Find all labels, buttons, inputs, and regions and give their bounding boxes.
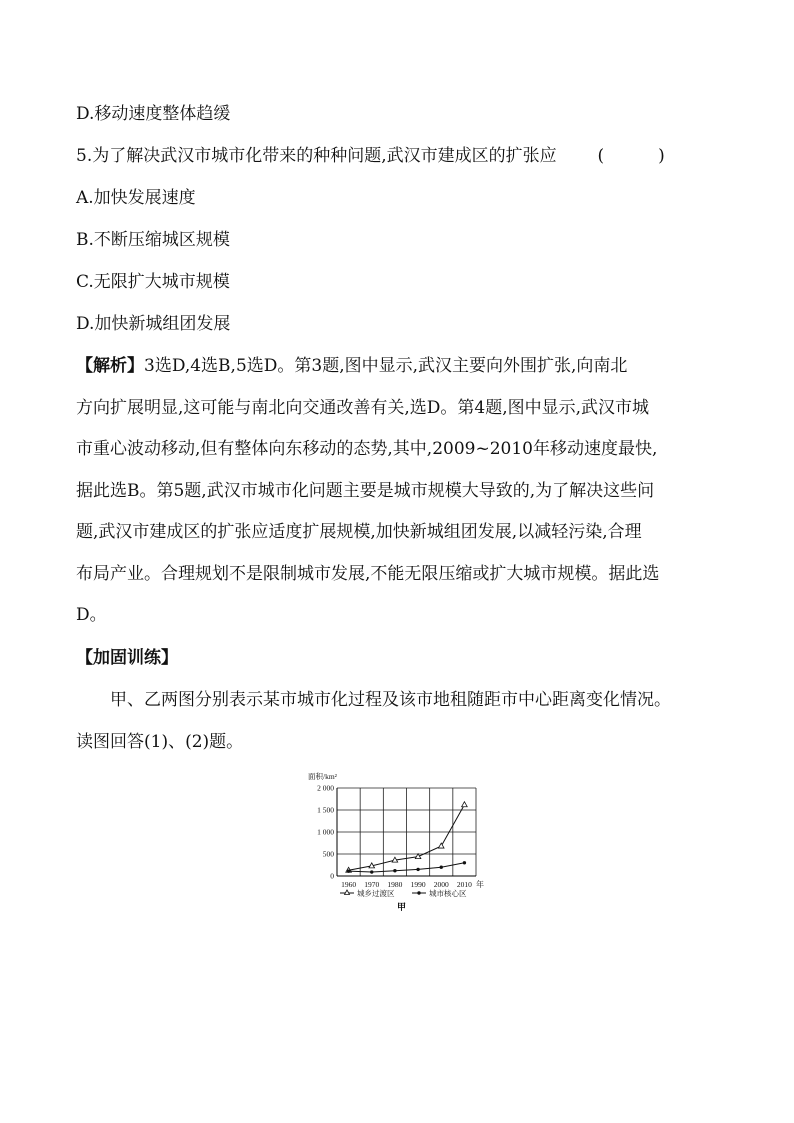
training-intro: [76, 680, 718, 763]
x-tick-label: 2000: [433, 880, 449, 889]
analysis-label: 【解析】: [76, 356, 144, 376]
question5-stem-line: [76, 144, 665, 168]
analysis-line-2: 方向扩展明显,这可能与南北向交通改善有关,选D。第4题,图中显示,武汉市城: [76, 397, 650, 418]
dot-point: [463, 861, 466, 864]
y-tick-label: 500: [322, 849, 334, 859]
training-intro-line-1: 甲、乙两图分别表示某市城市化过程及该市地租随距市中心距离变化情况。: [110, 690, 671, 710]
triangle-point: [438, 843, 444, 848]
y-tick-label: 2 000: [317, 783, 334, 793]
chart-legend: [340, 888, 467, 898]
option-c: C.无限扩大城市规模: [76, 272, 230, 292]
x-axis-unit-label: 年: [476, 880, 484, 889]
option-a: A.加快发展速度: [76, 188, 196, 208]
training-heading: 【加固训练】: [76, 648, 178, 668]
legend-dot-marker: [417, 891, 420, 894]
question5-stem: 5.为了解决武汉市城市化带来的种种问题,武汉市建成区的扩张应: [76, 146, 557, 166]
legend-label-core-area: 城市核心区: [429, 889, 467, 898]
dot-point: [440, 866, 443, 869]
dot-point: [370, 870, 373, 873]
answer-paren-open: (: [597, 146, 605, 166]
analysis-line-4: 据此选B。第5题,武汉市城市化问题主要是城市规模大导致的,为了解决这些问: [76, 480, 655, 501]
chart-grid: [337, 788, 476, 876]
dot-point: [393, 869, 396, 872]
x-tick-label: 1970: [364, 880, 380, 889]
x-tick-label: 1980: [387, 880, 403, 889]
triangle-point: [462, 802, 468, 807]
training-intro-line-2: 读图回答(1)、(2)题。: [76, 731, 244, 752]
chart-title: 甲: [397, 902, 407, 912]
y-tick-label: 1 000: [317, 827, 334, 837]
analysis-line-7: D。: [76, 605, 107, 625]
analysis-line-6: 布局产业。合理规划不是限制城市发展,不能无限压缩或扩大城市规模。据此选: [76, 563, 660, 584]
option-b: B.不断压缩城区规模: [76, 230, 230, 250]
legend-triangle-marker: [345, 890, 350, 895]
option-d: D.加快新城组团发展: [76, 314, 231, 334]
analysis-line-1: 【解析】3选D,4选B,5选D。第3题,图中显示,武汉主要向外围扩张,向南北: [76, 356, 628, 376]
x-tick-label: 1990: [410, 880, 426, 889]
chart-svg: [300, 768, 500, 928]
area-line-chart: [300, 768, 500, 928]
x-tick-label: 2010: [456, 880, 472, 889]
x-tick-label: 1960: [341, 880, 357, 889]
y-tick-label: 1 500: [317, 805, 334, 815]
dot-point: [416, 868, 419, 871]
answer-paren-close: ): [658, 146, 665, 166]
y-axis-label: 面积/km²: [308, 772, 337, 781]
question4-option-d: D.移动速度整体趋缓: [76, 104, 231, 124]
y-tick-label: 0: [330, 871, 334, 881]
analysis-line-5: 题,武汉市建成区的扩张应适度扩展规模,加快新城组团发展,以减轻污染,合理: [76, 522, 642, 542]
dot-point: [347, 869, 350, 872]
analysis-line-3: 市重心波动移动,但有整体向东移动的态势,其中,2009~2010年移动速度最快,: [76, 439, 658, 459]
analysis-block: [76, 346, 718, 637]
legend-label-transition-zone: 城乡过渡区: [357, 889, 395, 898]
chart-labels: [317, 784, 472, 890]
